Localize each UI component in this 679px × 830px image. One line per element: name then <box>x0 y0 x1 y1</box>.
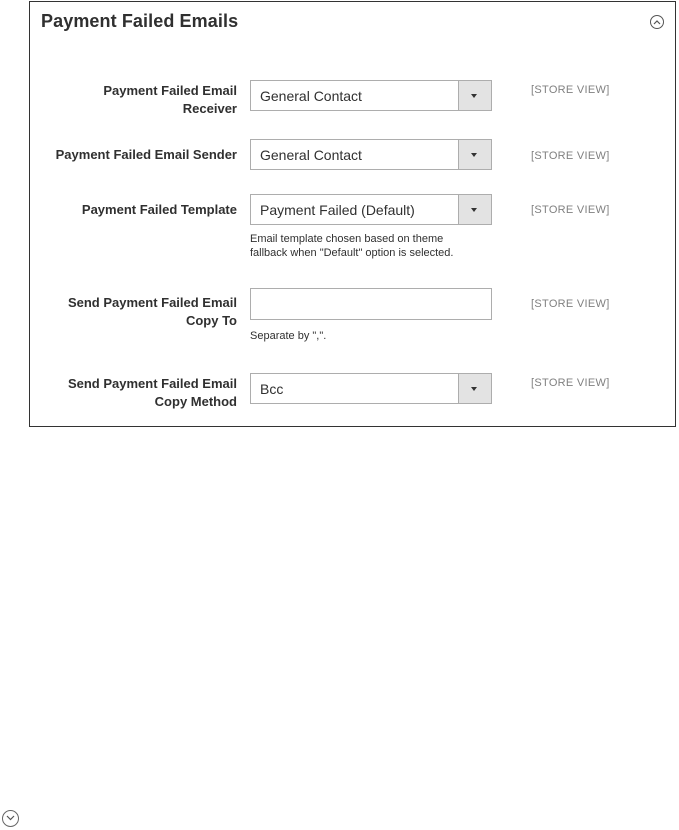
copy-to-note: Separate by ",". <box>250 330 327 342</box>
sender-dropdown-arrow[interactable] <box>458 140 491 169</box>
template-select[interactable] <box>250 194 492 225</box>
template-dropdown-arrow[interactable] <box>458 195 491 224</box>
receiver-label-line1: Payment Failed Email <box>103 83 237 98</box>
template-note-line2: fallback when "Default" option is selected. <box>250 247 454 259</box>
template-note <box>250 232 510 260</box>
receiver-select-value: General Contact <box>260 88 362 104</box>
copy-method-label <box>27 375 237 411</box>
sender-scope: [STORE VIEW] <box>531 150 610 162</box>
template-note-line1: Email template chosen based on theme <box>250 233 444 245</box>
copy-method-label-line1: Send Payment Failed Email <box>67 376 237 391</box>
template-label: Payment Failed Template <box>81 202 237 217</box>
copy-method-scope: [STORE VIEW] <box>531 377 610 389</box>
section-title[interactable]: Payment Failed Emails <box>41 11 239 31</box>
caret-down-icon <box>471 387 477 391</box>
sender-select[interactable] <box>250 139 492 170</box>
copy-to-label <box>27 294 237 330</box>
copy-to-label-line1: Send Payment Failed Email <box>67 295 237 310</box>
copy-method-label-line2: Copy Method <box>154 394 237 409</box>
template-scope: [STORE VIEW] <box>531 204 610 216</box>
payment-failed-emails-panel <box>29 1 676 427</box>
receiver-select[interactable] <box>250 80 492 111</box>
template-select-value: Payment Failed (Default) <box>260 202 415 218</box>
expand-button[interactable] <box>2 810 19 827</box>
copy-method-select-value: Bcc <box>260 381 284 397</box>
copy-to-scope: [STORE VIEW] <box>531 298 610 310</box>
caret-down-icon <box>471 153 477 157</box>
copy-method-select[interactable] <box>250 373 492 404</box>
caret-down-icon <box>471 94 477 98</box>
sender-label: Payment Failed Email Sender <box>55 147 237 162</box>
receiver-scope: [STORE VIEW] <box>531 84 610 96</box>
chevron-up-icon <box>653 19 661 25</box>
collapse-section-button[interactable] <box>650 15 664 29</box>
copy-to-label-line2: Copy To <box>185 313 237 328</box>
receiver-label-line2: Receiver <box>182 101 237 116</box>
copy-to-input[interactable] <box>250 288 492 320</box>
copy-method-dropdown-arrow[interactable] <box>458 374 491 403</box>
chevron-down-icon <box>6 815 15 821</box>
receiver-dropdown-arrow[interactable] <box>458 81 491 110</box>
receiver-label <box>27 82 237 118</box>
caret-down-icon <box>471 208 477 212</box>
sender-select-value: General Contact <box>260 147 362 163</box>
